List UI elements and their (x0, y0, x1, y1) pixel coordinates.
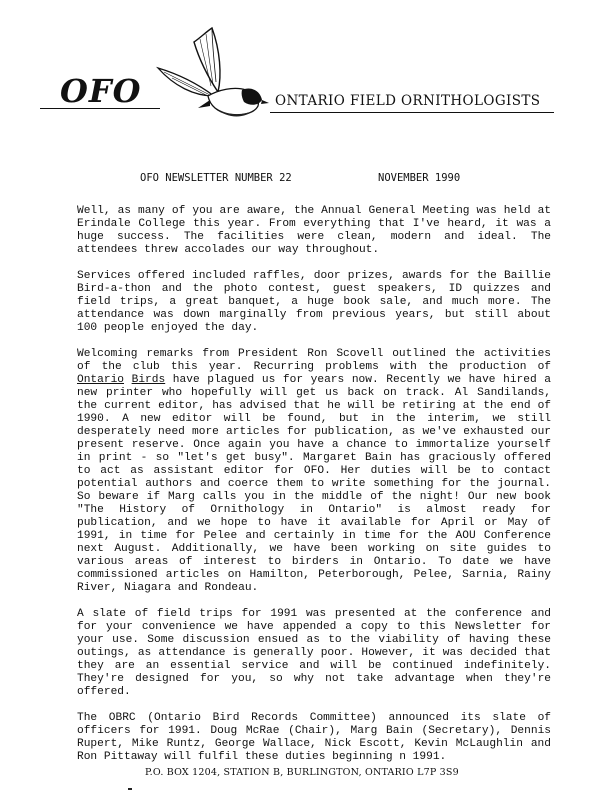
logo-underline (40, 108, 160, 109)
paragraph-welcoming-start: Welcoming remarks from President Ron Scovell outlined the activities of the club this year. Recurring problems with the production of (77, 348, 551, 373)
journal-title-ontario: Ontario (77, 374, 124, 386)
paragraph-agm: Well, as many of you are aware, the Annual General Meeting was held at Erindale College this year. From everything that I've heard, it was a huge success. The facilities were clean, modern and ideal. The attendees threw accolades our way throughout. (77, 205, 551, 256)
paragraph-welcoming-rest: have plagued us for years now. Recently we have hired a new printer who hopefully will get us back on track. Al Sandilands, the current editor, has advised that he will be retiring at the end of 1990. A new editor will be found, but in the interim, we still desperately need more articles for publication, as we've exhausted our present reserve. Once again you have a chance to immortalize yourself in print - so "let's get busy". Margaret Bain has graciously offered to act as assistant editor for OFO. Her duties will be to contact potential authors and coerce them to write something for the journal. So beware if Marg calls you in the middle of the night! Our new book "The History of Ornithology in Ontario" is almost ready for publication, and we hope to have it available for April or May of 1991, in time for Pelee and certainly in time for the AOU Conference next August. Additionally, we have been working on site guides to various areas of interest to birders in Ontario. To date we have commissioned articles on Hamilton, Peterborough, Pelee, Sarnia, Rainy River, Niagara and Rondeau. (77, 374, 551, 594)
org-name-underline (270, 112, 554, 113)
paragraph-field-trips: A slate of field trips for 1991 was presented at the conference and for your convenience we have appended a copy to this Newsletter for your use. Some discussion ensued as to the viability of having these outings, as attendance is generally poor. However, it was decided that they are an essential service and will be continued indefinitely. They're designed for you, so why not take advantage when they're offered. (77, 608, 551, 698)
organization-name: ONTARIO FIELD ORNITHOLOGISTS (275, 93, 541, 109)
newsletter-date: NOVEMBER 1990 (378, 172, 461, 184)
paragraph-obrc: The OBRC (Ontario Bird Records Committee) announced its slate of officers for 1991. Doug McRae (Chair), Marg Bain (Secretary), Dennis Rupert, Mike Runtz, George Wallace, Nick Escott, Kevin McLaughlin and Ron Pittaway will fulfil these duties beginning n 1991. (77, 712, 551, 763)
newsletter-body (77, 205, 551, 764)
journal-title-birds: Birds (131, 374, 166, 386)
scan-speck (128, 788, 132, 790)
paragraph-services: Services offered included raffles, door prizes, awards for the Baillie Bird-a-thon and the photo contest, guest speakers, ID quizzes and field trips, a great banquet, a huge book sale, and much more. The attendance was down marginally from previous years, but still about 100 people enjoyed the day. (77, 270, 551, 334)
ofo-logo-text: OFO (60, 72, 142, 110)
paragraph-welcoming (77, 348, 551, 595)
footer-address: P.O. BOX 1204, STATION B, BURLINGTON, ONTARIO L7P 3S9 (145, 767, 459, 778)
bird-icon (150, 20, 270, 130)
newsletter-number: OFO NEWSLETTER NUMBER 22 (140, 172, 292, 184)
